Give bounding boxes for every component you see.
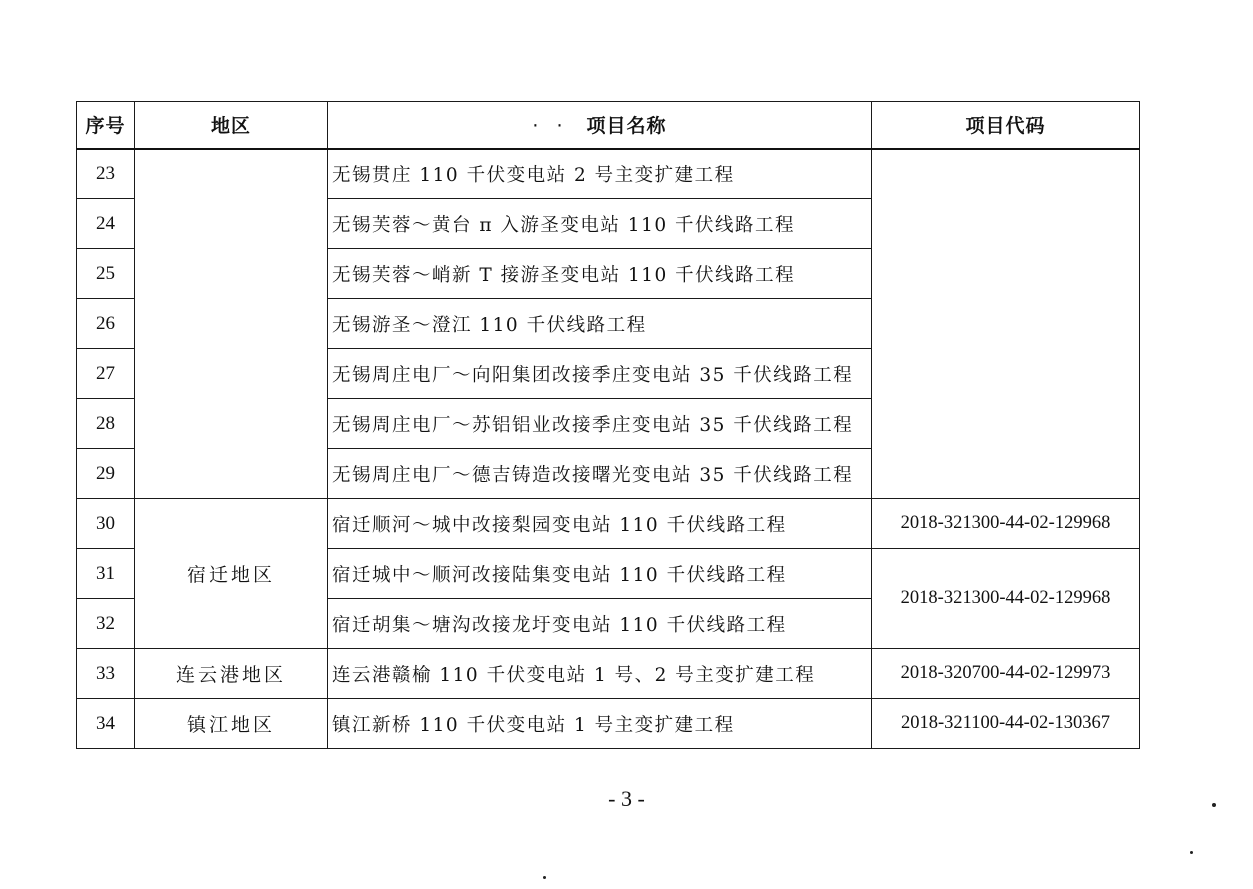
header-region: 地区 (135, 102, 328, 149)
row-project-name: 无锡芙蓉～黄台 π 入游圣变电站 110 千伏线路工程 (328, 199, 872, 249)
row-seq: 24 (77, 199, 135, 249)
header-name (328, 102, 872, 149)
region-cell-wuxi (135, 149, 328, 499)
region-cell-lianyungang: 连云港地区 (135, 649, 328, 699)
code-cell-row33: 2018-320700-44-02-129973 (872, 649, 1140, 699)
region-cell-suqian: 宿迁地区 (135, 499, 328, 649)
row-project-name: 无锡周庄电厂～苏铝铝业改接季庄变电站 35 千伏线路工程 (328, 399, 872, 449)
header-name-label: 项目名称 (586, 115, 667, 138)
row-seq: 31 (77, 549, 135, 599)
code-cell-wuxi (872, 149, 1140, 499)
row-seq: 26 (77, 299, 135, 349)
row-project-name: 无锡游圣～澄江 110 千伏线路工程 (328, 299, 872, 349)
row-project-name: 无锡周庄电厂～向阳集团改接季庄变电站 35 千伏线路工程 (328, 349, 872, 399)
row-project-name: 连云港赣榆 110 千伏变电站 1 号、2 号主变扩建工程 (328, 649, 872, 699)
header-seq: 序号 (77, 102, 135, 149)
table-row (77, 699, 1140, 749)
row-project-name: 无锡贯庄 110 千伏变电站 2 号主变扩建工程 (328, 149, 872, 199)
row-project-name: 宿迁胡集～塘沟改接龙圩变电站 110 千伏线路工程 (328, 599, 872, 649)
header-code: 项目代码 (872, 102, 1140, 149)
row-seq: 28 (77, 399, 135, 449)
table-header-row (77, 102, 1140, 149)
project-table (76, 101, 1140, 749)
row-project-name: 无锡芙蓉～峭新 T 接游圣变电站 110 千伏线路工程 (328, 249, 872, 299)
code-cell-row31-32: 2018-321300-44-02-129968 (872, 549, 1140, 649)
row-project-name: 无锡周庄电厂～德吉铸造改接曙光变电站 35 千伏线路工程 (328, 449, 872, 499)
table-row (77, 149, 1140, 199)
row-seq: 34 (77, 699, 135, 749)
row-seq: 30 (77, 499, 135, 549)
row-seq: 23 (77, 149, 135, 199)
row-project-name: 宿迁城中～顺河改接陆集变电站 110 千伏线路工程 (328, 549, 872, 599)
row-seq: 27 (77, 349, 135, 399)
table-row (77, 499, 1140, 549)
code-cell-row34: 2018-321100-44-02-130367 (872, 699, 1140, 749)
page-number: - 3 - (608, 786, 645, 811)
scan-speck (543, 876, 546, 879)
scan-speck (1212, 803, 1216, 807)
scan-dots: · · (532, 115, 569, 138)
row-seq: 25 (77, 249, 135, 299)
row-project-name: 镇江新桥 110 千伏变电站 1 号主变扩建工程 (328, 699, 872, 749)
region-cell-zhenjiang: 镇江地区 (135, 699, 328, 749)
row-project-name: 宿迁顺河～城中改接梨园变电站 110 千伏线路工程 (328, 499, 872, 549)
table-row (77, 649, 1140, 699)
scan-speck (1190, 851, 1193, 854)
code-cell-row30: 2018-321300-44-02-129968 (872, 499, 1140, 549)
row-seq: 33 (77, 649, 135, 699)
row-seq: 32 (77, 599, 135, 649)
row-seq: 29 (77, 449, 135, 499)
